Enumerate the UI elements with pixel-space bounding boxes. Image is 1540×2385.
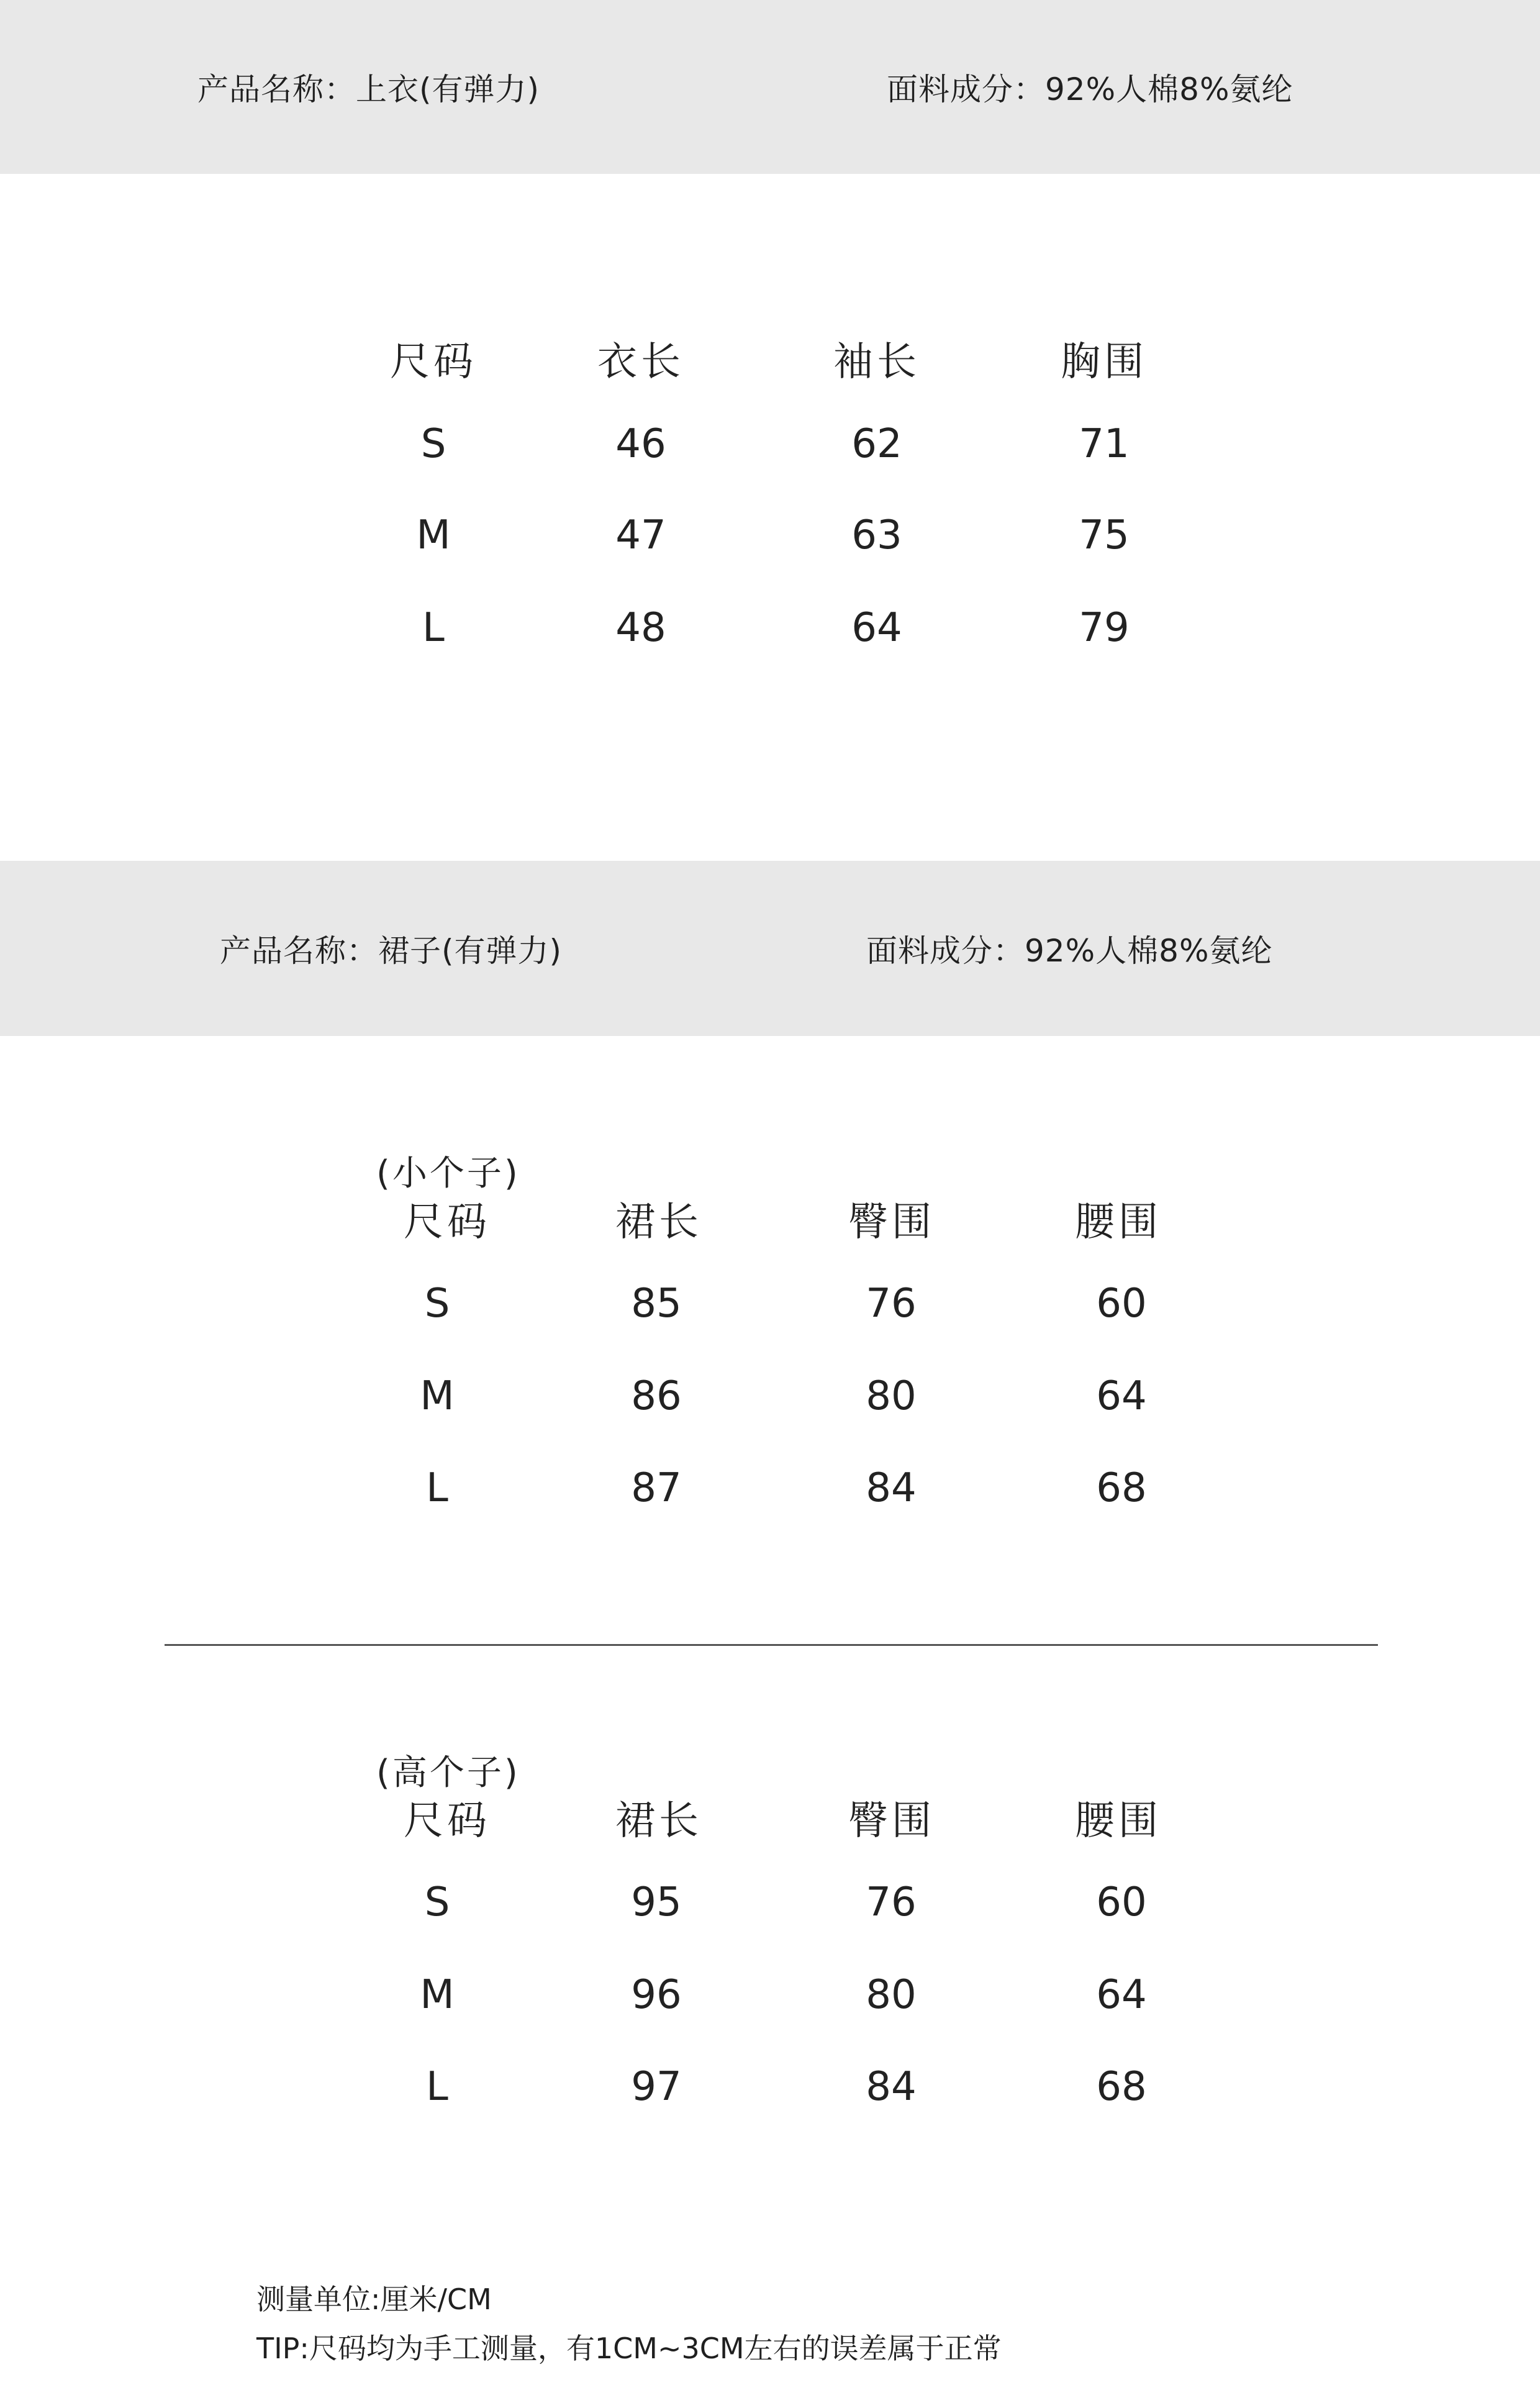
value-cell: 76 <box>866 1281 917 1327</box>
value-cell: 86 <box>631 1373 682 1419</box>
size-cell: S <box>424 1281 450 1327</box>
column-header-hip: 臀围 <box>848 1798 935 1844</box>
value-cell: 48 <box>615 605 666 651</box>
column-header-length: 衣长 <box>597 339 684 385</box>
value-cell: 80 <box>866 1373 917 1419</box>
column-header-bust: 胸围 <box>1061 339 1148 385</box>
value-cell: 71 <box>1079 421 1130 467</box>
value-cell: 68 <box>1096 1465 1147 1511</box>
value-cell: 85 <box>631 1281 682 1327</box>
value-cell: 95 <box>631 1879 682 1925</box>
value-cell: 47 <box>615 512 666 558</box>
size-cell: M <box>416 512 451 558</box>
value-cell: 80 <box>866 1972 917 2018</box>
size-cell: L <box>426 2064 448 2110</box>
value-cell: 84 <box>866 2064 917 2110</box>
size-cell: M <box>420 1972 455 2018</box>
value-cell: 60 <box>1096 1879 1147 1925</box>
value-cell: 87 <box>631 1465 682 1511</box>
column-header-skirt-length: 裙长 <box>615 1199 702 1245</box>
measurement-unit-note: 测量单位:厘米/CM <box>256 2283 492 2316</box>
value-cell: 64 <box>851 605 902 651</box>
value-cell: 96 <box>631 1972 682 2018</box>
column-header-size: 尺码 <box>404 1199 491 1245</box>
tall-label: (高个子) <box>376 1753 520 1793</box>
value-cell: 79 <box>1079 605 1130 651</box>
value-cell: 75 <box>1079 512 1130 558</box>
top-fabric-composition: 面料成分：92%人棉8%氨纶 <box>887 71 1293 107</box>
value-cell: 84 <box>866 1465 917 1511</box>
top-product-name: 产品名称：上衣(有弹力) <box>197 71 540 107</box>
column-header-waist: 腰围 <box>1075 1798 1162 1844</box>
size-cell: M <box>420 1373 455 1419</box>
value-cell: 60 <box>1096 1281 1147 1327</box>
size-cell: S <box>420 421 446 467</box>
value-cell: 68 <box>1096 2064 1147 2110</box>
column-header-waist: 腰围 <box>1075 1199 1162 1245</box>
column-header-skirt-length: 裙长 <box>615 1798 702 1844</box>
skirt-product-info-bar <box>0 861 1540 1036</box>
column-header-size: 尺码 <box>404 1798 491 1844</box>
measurement-tip: TIP:尺码均为手工测量，有1CM~3CM左右的误差属于正常 <box>256 2332 1002 2365</box>
value-cell: 46 <box>615 421 666 467</box>
value-cell: 64 <box>1096 1373 1147 1419</box>
value-cell: 64 <box>1096 1972 1147 2018</box>
size-cell: S <box>424 1879 450 1925</box>
value-cell: 62 <box>851 421 902 467</box>
column-header-hip: 臀围 <box>848 1199 935 1245</box>
section-divider <box>165 1644 1378 1646</box>
top-product-info-bar <box>0 0 1540 174</box>
value-cell: 63 <box>851 512 902 558</box>
value-cell: 97 <box>631 2064 682 2110</box>
size-cell: L <box>422 605 445 651</box>
value-cell: 76 <box>866 1879 917 1925</box>
column-header-sleeve: 袖长 <box>833 339 920 385</box>
size-cell: L <box>426 1465 448 1511</box>
petite-label: (小个子) <box>376 1153 520 1194</box>
skirt-fabric-composition: 面料成分：92%人棉8%氨纶 <box>866 933 1273 969</box>
skirt-product-name: 产品名称：裙子(有弹力) <box>220 933 563 969</box>
column-header-size: 尺码 <box>390 339 477 385</box>
